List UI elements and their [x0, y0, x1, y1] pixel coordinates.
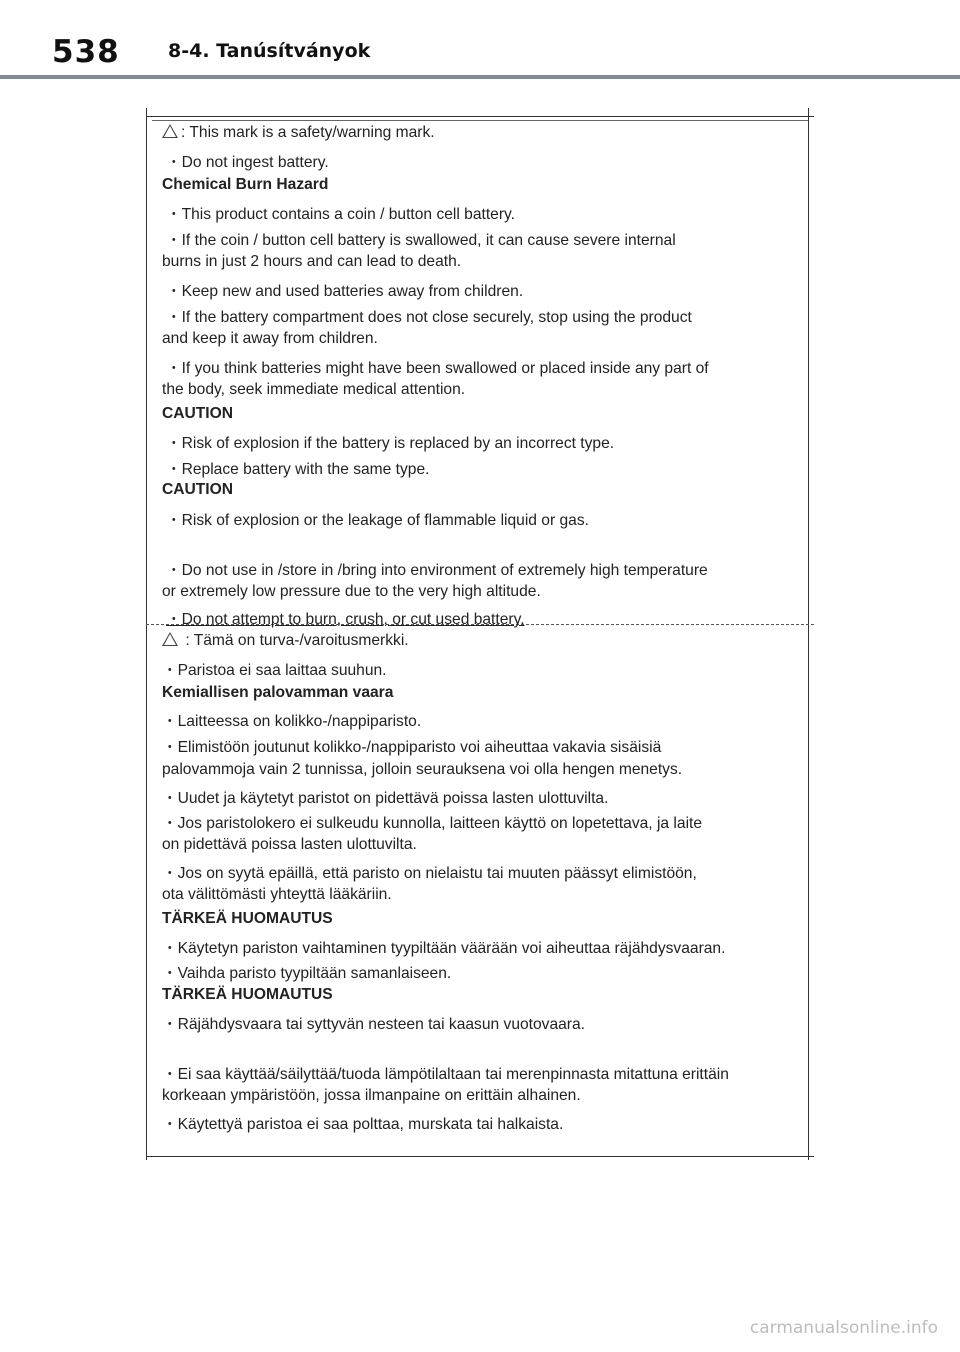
english-heading: CAUTION — [162, 405, 234, 422]
warning-triangle-icon — [162, 124, 178, 138]
finnish-line: ・Jos on syytä epäillä, että paristo on nielaistu tai muuten päässyt elimistöön, — [162, 865, 697, 882]
page-header — [0, 0, 960, 80]
english-line: ・Replace battery with the same type. — [166, 461, 430, 478]
english-line: ・Risk of explosion if the battery is replaced by an incorrect type. — [166, 435, 615, 452]
english-line: ・If you think batteries might have been swallowed or placed inside any part of — [166, 360, 709, 377]
finnish-line: ・Jos paristolokero ei sulkeudu kunnolla, laitteen käyttö on lopetettava, ja laite — [162, 815, 703, 832]
english-heading: CAUTION — [162, 481, 234, 498]
finnish-line: palovammoja vain 2 tunnissa, jolloin seurauksena voi olla hengen menetys. — [162, 761, 683, 778]
finnish-heading: TÄRKEÄ HUOMAUTUS — [162, 910, 333, 927]
finnish-line: ・Käytettyä paristoa ei saa polttaa, murskata tai halkaista. — [162, 1116, 564, 1133]
english-line: or extremely low pressure due to the very high altitude. — [162, 583, 541, 600]
finnish-line: korkeaan ympäristöön, jossa ilmanpaine on erittäin alhainen. — [162, 1087, 581, 1104]
english-line: ・Risk of explosion or the leakage of flammable liquid or gas. — [166, 512, 589, 529]
english-line: ・This product contains a coin / button cell battery. — [166, 206, 516, 223]
english-line: the body, seek immediate medical attention. — [162, 381, 466, 398]
english-line: burns in just 2 hours and can lead to death. — [162, 253, 462, 270]
finnish-warning-mark-line: : Tämä on turva-/varoitusmerkki. — [162, 632, 409, 650]
english-line: and keep it away from children. — [162, 330, 378, 347]
english-line: ・Do not attempt to burn, crush, or cut used battery. — [166, 611, 525, 628]
frame-top-line-2 — [152, 120, 808, 121]
finnish-line: ota välittömästi yhteyttä lääkäriin. — [162, 886, 392, 903]
frame-top-line — [146, 116, 814, 117]
header-rule — [0, 75, 960, 79]
page-number: 538 — [52, 34, 120, 70]
finnish-heading: Kemiallisen palovamman vaara — [162, 684, 394, 701]
frame-left-line — [146, 108, 147, 1160]
finnish-line: ・Paristoa ei saa laittaa suuhun. — [162, 662, 387, 679]
english-line: ・Do not use in /store in /bring into environment of extremely high temperature — [166, 562, 708, 579]
finnish-line: ・Räjähdysvaara tai syttyvän nesteen tai kaasun vuotovaara. — [162, 1016, 586, 1033]
finnish-line: on pidettävä poissa lasten ulottuvilta. — [162, 836, 417, 853]
warning-triangle-icon — [162, 632, 178, 646]
english-line: ・Keep new and used batteries away from children. — [166, 283, 524, 300]
finnish-line: ・Vaihda paristo tyypiltään samanlaiseen. — [162, 965, 452, 982]
finnish-line: ・Uudet ja käytetyt paristot on pidettävä poissa lasten ulottuvilta. — [162, 790, 609, 807]
watermark: carmanualsonline.info — [749, 1318, 938, 1338]
finnish-line: ・Laitteessa on kolikko-/nappiparisto. — [162, 713, 422, 730]
frame-bottom-line — [146, 1156, 814, 1157]
frame-right-line — [808, 108, 809, 1160]
english-line: ・Do not ingest battery. — [166, 154, 329, 171]
english-warning-mark-line: : This mark is a safety/warning mark. — [162, 124, 435, 142]
finnish-line: ・Ei saa käyttää/säilyttää/tuoda lämpötilaltaan tai merenpinnasta mitattuna erittäin — [162, 1066, 729, 1083]
finnish-line: ・Elimistöön joutunut kolikko-/nappiparisto voi aiheuttaa vakavia sisäisiä — [162, 739, 662, 756]
finnish-heading: TÄRKEÄ HUOMAUTUS — [162, 986, 333, 1003]
finnish-line: ・Käytetyn pariston vaihtaminen tyypiltään väärään voi aiheuttaa räjähdysvaaran. — [162, 940, 726, 957]
english-line: ・If the battery compartment does not close securely, stop using the product — [166, 309, 692, 326]
english-line: ・If the coin / button cell battery is swallowed, it can cause severe internal — [166, 232, 676, 249]
english-heading: Chemical Burn Hazard — [162, 176, 329, 193]
section-title: 8-4. Tanúsítványok — [168, 40, 371, 62]
